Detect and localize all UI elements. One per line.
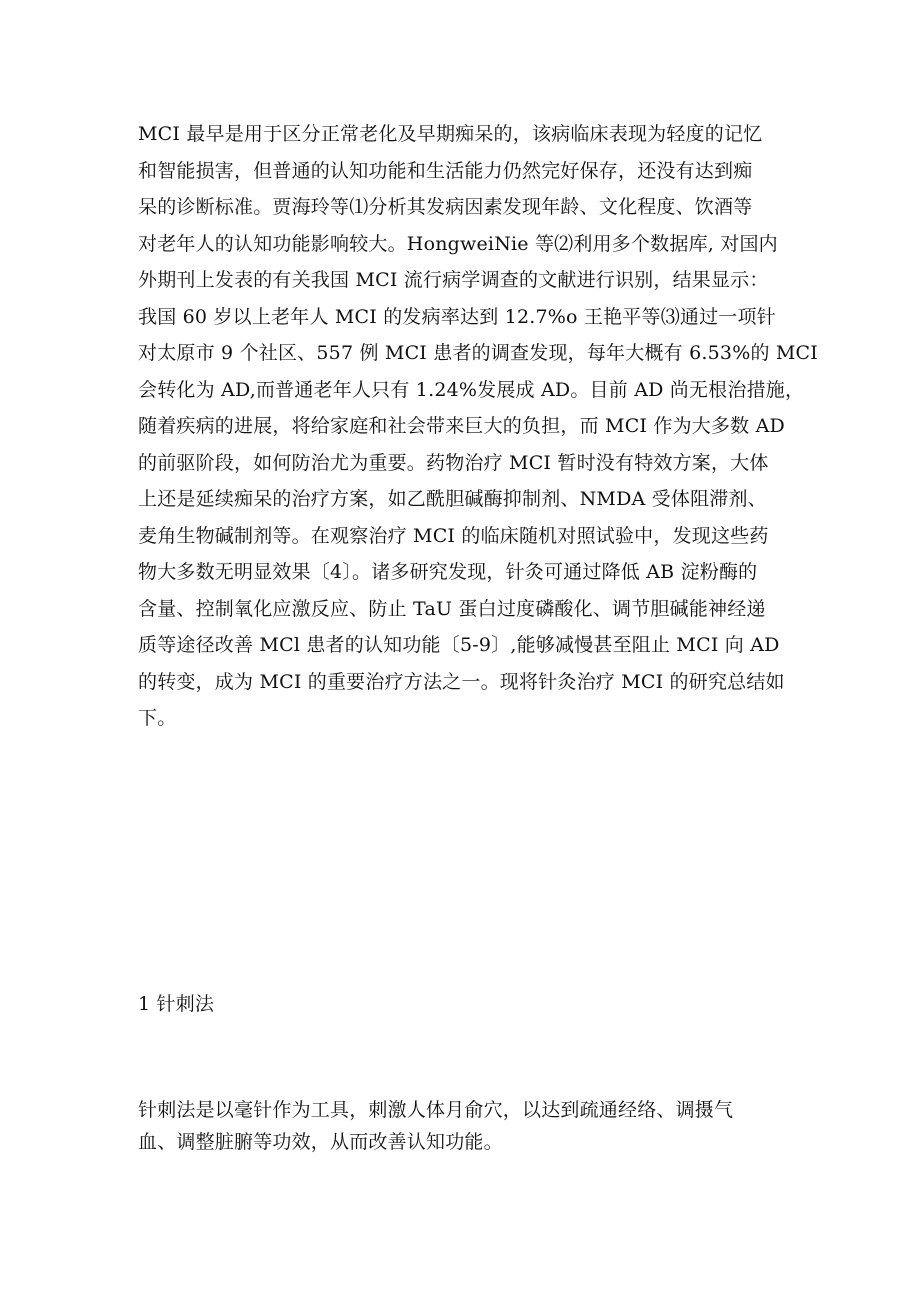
section-heading-text: 1 针刺法 <box>138 993 215 1015</box>
text-line: 血、调整脏腑等功效，从而改善认知功能。 <box>138 1131 503 1153</box>
needle-paragraph <box>138 1094 788 1158</box>
text-line: 含量、控制氧化应激反应、防止 TaU 蛋白过度磷酸化、调节胆碱能神经递 <box>138 597 766 620</box>
text-line: 我国 60 岁以上老年人 MCI 的发病率达到 12.7%o 王艳平等⑶通过一项针 <box>138 305 776 328</box>
text-line: 呆的诊断标准。贾海玲等⑴分析其发病因素发现年龄、文化程度、饮酒等 <box>138 196 753 218</box>
text-line: 对老年人的认知功能影响较大。HongweiNie 等⑵利用多个数据库, 对国内 <box>138 232 778 255</box>
text-line: 外期刊上发表的有关我国 MCI 流行病学调查的文献进行识别，结果显示： <box>138 269 769 291</box>
text-line: 针刺法是以毫针作为工具，刺激人体月俞穴，以达到疏通经络、调摄气 <box>138 1099 734 1121</box>
text-line: 物大多数无明显效果〔4〕。诸多研究发现，针灸可通过降低 AB 淀粉酶的 <box>138 561 758 583</box>
text-line: 上还是延续痴呆的治疗方案，如乙酰胆碱酶抑制剂、NMDA 受体阻滞剂、 <box>138 488 767 510</box>
intro-paragraph <box>138 116 818 737</box>
text-line: 的转变，成为 MCI 的重要治疗方法之一。现将针灸治疗 MCI 的研究总结如 <box>138 670 785 693</box>
text-line: 下。 <box>138 707 177 729</box>
section-heading <box>138 986 788 1022</box>
text-line: 麦角生物碱制剂等。在观察治疗 MCI 的临床随机对照试验中，发现这些药 <box>138 524 769 547</box>
text-line: 随着疾病的进展，将给家庭和社会带来巨大的负担，而 MCI 作为大多数 AD <box>138 415 785 437</box>
text-line: 和智能损害，但普通的认知功能和生活能力仍然完好保存，还没有达到痴 <box>138 159 753 182</box>
text-line: 对太原市 9 个社区、557 例 MCI 患者的调查发现，每年大概有 6.53%的 MCI <box>138 342 818 364</box>
text-line: 会转化为 AD,而普通老年人只有 1.24%发展成 AD。目前 AD 尚无根治措施， <box>138 378 805 401</box>
text-line: MCI 最早是用于区分正常老化及早期痴呆的，该病临床表现为轻度的记忆 <box>138 123 763 145</box>
text-line: 质等途径改善 MCl 患者的认知功能〔5-9〕,能够减慢甚至阻止 MCI 向 AD <box>138 634 780 656</box>
text-line: 的前驱阶段，如何防治尤为重要。药物治疗 MCI 暂时没有特效方案，大体 <box>138 451 769 474</box>
